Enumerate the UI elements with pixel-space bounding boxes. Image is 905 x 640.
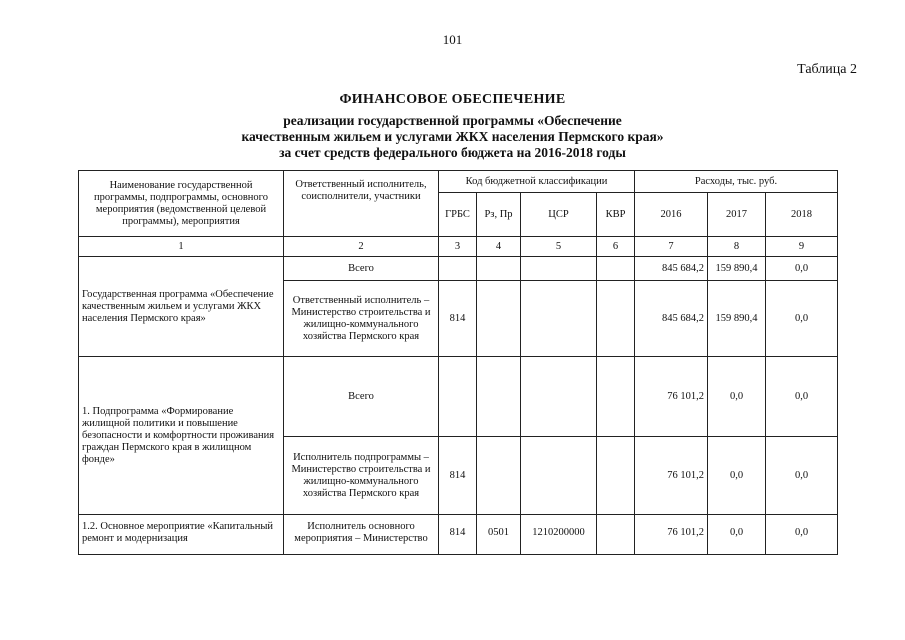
value-2016: 76 101,2 [635, 515, 708, 555]
grbs-cell: 814 [439, 437, 477, 515]
column-number: 5 [521, 237, 597, 257]
value-2017: 159 890,4 [708, 257, 766, 281]
rz-pr-cell [477, 437, 521, 515]
header-name: Наименование государственной программы, подпрограммы, основного мероприятия (ведомственной целевой программы), мероприятия [79, 171, 284, 237]
csr-cell [521, 257, 597, 281]
column-number: 6 [597, 237, 635, 257]
column-number: 7 [635, 237, 708, 257]
header-csr: ЦСР [521, 193, 597, 237]
header-row-1 [79, 171, 838, 193]
title-main: ФИНАНСОВОЕ ОБЕСПЕЧЕНИЕ [339, 92, 566, 107]
subprogram-name: 1. Подпрограмма «Формирование жилищной политики и повышение безопасности и комфортности проживания граждан Пермского края в жилищном фонде» [79, 357, 284, 515]
value-2016: 845 684,2 [635, 257, 708, 281]
value-2017: 0,0 [708, 515, 766, 555]
value-2018: 0,0 [766, 281, 838, 357]
value-2017: 159 890,4 [708, 281, 766, 357]
column-number: 8 [708, 237, 766, 257]
kvr-cell [597, 437, 635, 515]
table-label: Таблица 2 [797, 62, 857, 77]
value-2017: 0,0 [708, 357, 766, 437]
header-grbs: ГРБС [439, 193, 477, 237]
csr-cell: 1210200000 [521, 515, 597, 555]
value-2018: 0,0 [766, 257, 838, 281]
csr-cell [521, 357, 597, 437]
grbs-cell: 814 [439, 281, 477, 357]
value-2016: 845 684,2 [635, 281, 708, 357]
column-number: 4 [477, 237, 521, 257]
kvr-cell [597, 515, 635, 555]
header-kvr: КВР [597, 193, 635, 237]
table-row [79, 357, 838, 437]
grbs-cell [439, 257, 477, 281]
csr-cell [521, 437, 597, 515]
executor-cell: Исполнитель основного мероприятия – Министерство [284, 515, 439, 555]
column-number: 2 [284, 237, 439, 257]
header-budget-code: Код бюджетной классификации [439, 171, 635, 193]
kvr-cell [597, 257, 635, 281]
value-2018: 0,0 [766, 357, 838, 437]
kvr-cell [597, 281, 635, 357]
header-2017: 2017 [708, 193, 766, 237]
header-2018: 2018 [766, 193, 838, 237]
kvr-cell [597, 357, 635, 437]
executor-cell: Ответственный исполнитель – Министерство строительства и жилищно-коммунального хозяйства Пермского края [284, 281, 439, 357]
header-expenses: Расходы, тыс. руб. [635, 171, 838, 193]
executor-cell: Всего [284, 357, 439, 437]
program-name: Государственная программа «Обеспечение качественным жильем и услугами ЖКХ населения Пермского края» [79, 257, 284, 357]
column-number: 1 [79, 237, 284, 257]
rz-pr-cell [477, 257, 521, 281]
title-line-1: реализации государственной программы «Обеспечение [283, 113, 622, 128]
rz-pr-cell: 0501 [477, 515, 521, 555]
title-line-2: качественным жильем и услугами ЖКХ населения Пермского края» [241, 129, 664, 144]
header-rz-pr: Рз, Пр [477, 193, 521, 237]
value-2016: 76 101,2 [635, 437, 708, 515]
column-number: 9 [766, 237, 838, 257]
value-2016: 76 101,2 [635, 357, 708, 437]
executor-cell: Всего [284, 257, 439, 281]
financing-table [78, 170, 838, 555]
table-row [79, 257, 838, 281]
rz-pr-cell [477, 357, 521, 437]
value-2017: 0,0 [708, 437, 766, 515]
header-executor: Ответственный исполнитель, соисполнители, участники [284, 171, 439, 237]
column-number-row [79, 237, 838, 257]
executor-cell: Исполнитель подпрограммы – Министерство строительства и жилищно-коммунального хозяйства Пермского края [284, 437, 439, 515]
column-number: 3 [439, 237, 477, 257]
value-2018: 0,0 [766, 437, 838, 515]
title-block [0, 92, 905, 160]
grbs-cell [439, 357, 477, 437]
page-number: 101 [442, 32, 463, 47]
rz-pr-cell [477, 281, 521, 357]
value-2018: 0,0 [766, 515, 838, 555]
title-line-3: за счет средств федерального бюджета на 2016-2018 годы [279, 145, 626, 160]
measure-name: 1.2. Основное мероприятие «Капитальный ремонт и модернизация [79, 515, 284, 555]
csr-cell [521, 281, 597, 357]
table-row [79, 515, 838, 555]
header-2016: 2016 [635, 193, 708, 237]
grbs-cell: 814 [439, 515, 477, 555]
